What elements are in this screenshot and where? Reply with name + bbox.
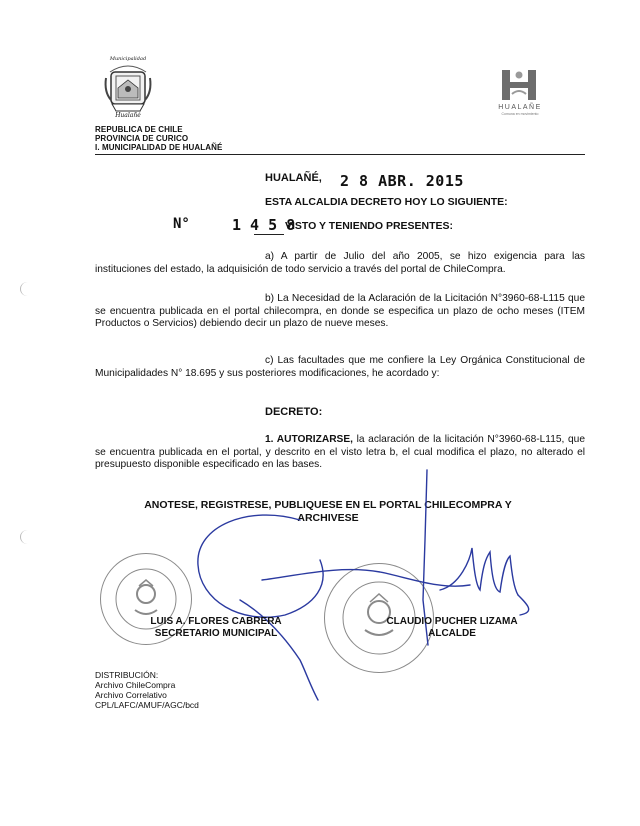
distribution-item: Archivo Correlativo <box>95 690 167 700</box>
header-municipality: I. MUNICIPALIDAD DE HUALAÑÉ <box>95 143 223 152</box>
consideration-c: c) Las facultades que me confiere la Ley Orgánica Constitucional de Municipalidades N° 18.695 y sus posteriores modificaciones, he acordado y: <box>95 355 585 379</box>
point-1-label: 1. AUTORIZARSE, <box>265 434 353 445</box>
distribution-heading: DISTRIBUCIÓN: <box>95 670 159 680</box>
consideration-b: b) La Necesidad de la Aclaración de la Licitación N°3960-68-L115 que se encuentra publicada en el portal chilecompra, en donde se especifica un plazo de ocho meses (ITEM Productos o Servicios) debiendo decir un plazo de nueve meses. <box>95 293 585 329</box>
consideration-a: a) A partir de Julio del año 2005, se hizo exigencia para las instituciones del estado, la adquisición de todo servicio a través del portal de ChileCompra. <box>95 251 585 275</box>
decreto-heading: DECRETO: <box>265 406 323 418</box>
distribution-item: Archivo ChileCompra <box>95 680 176 690</box>
date-place: HUALAÑÉ, <box>265 172 322 184</box>
mayor-name: CLAUDIO PUCHER LIZAMA <box>386 616 518 627</box>
decree-number-prefix: N° <box>173 216 190 232</box>
point-1-text: la aclaración de la licitación N°3960-68-L115, que se encuentra publicada en el portal, y descrito en el visto letra b, el cual modifica el plazo, no alterado el presupuesto disponible especificado en las bases. <box>95 434 585 470</box>
hualane-logo-tagline: Comuna en movimiento <box>501 112 539 116</box>
date-stamp: 2 8 ABR. 2015 <box>340 172 464 190</box>
punch-hole-mark <box>20 282 35 296</box>
mayor-title: ALCALDE <box>428 628 476 639</box>
punch-hole-mark <box>20 530 35 544</box>
hualane-logo-name: HUALAÑE <box>498 104 542 111</box>
secretary-title: SECRETARIO MUNICIPAL <box>154 628 278 639</box>
coat-of-arms-caption: Hualañé <box>115 112 141 119</box>
visto-heading: VISTO Y TENIENDO PRESENTES: <box>285 220 454 232</box>
coat-of-arms-arc-text: Municipalidad <box>109 56 147 62</box>
header-province: PROVINCIA DE CURICO <box>95 134 189 143</box>
secretary-name: LUIS A. FLORES CABRERA <box>150 616 282 627</box>
closing-formula: ANOTESE, REGISTRESE, PUBLIQUESE EN EL PORTAL CHILECOMPRA Y ARCHIVESE <box>144 499 512 524</box>
distribution-item: CPL/LAFC/AMUF/AGC/bcd <box>95 700 199 710</box>
header-republic: REPUBLICA DE CHILE <box>95 125 183 134</box>
decree-intro: ESTA ALCALDIA DECRETO HOY LO SIGUIENTE: <box>265 196 508 208</box>
decree-number: 1 4 5 8 <box>232 216 296 234</box>
